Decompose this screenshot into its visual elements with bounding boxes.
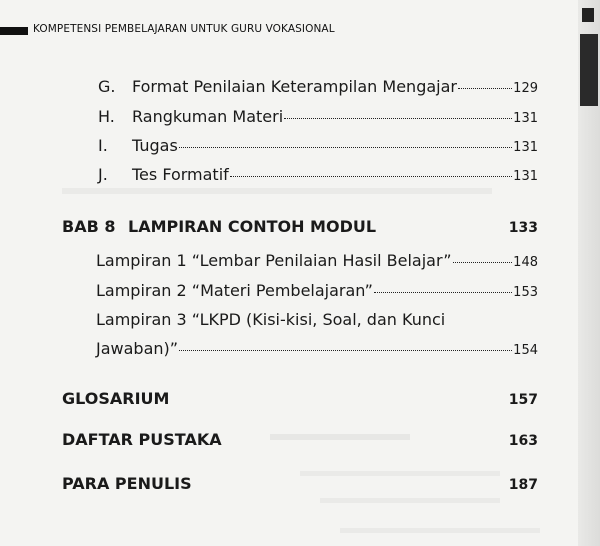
dot-leader [458, 88, 512, 89]
header-bar [0, 27, 28, 35]
edge-mark [582, 8, 594, 22]
chapter-heading[interactable] [62, 217, 538, 236]
toc-entry-title: Tes Formatif [132, 165, 229, 184]
toc-entry-letter: G. [98, 77, 116, 96]
toc-entry-label [98, 107, 283, 126]
show-through [340, 522, 540, 533]
glosarium-heading[interactable] [62, 389, 538, 408]
toc-entry-page: 153 [513, 285, 538, 300]
dot-leader [374, 292, 512, 293]
toc-entry-page: 131 [513, 140, 538, 155]
section-page: 157 [508, 392, 538, 408]
chapter-number: BAB 8 [62, 217, 116, 236]
daftar-pustaka-heading[interactable] [62, 430, 538, 449]
dot-leader [230, 176, 512, 177]
dot-leader [179, 147, 512, 148]
toc-entry-title: Lampiran 2 “Materi Pembelajaran” [96, 281, 373, 300]
edge-mark [580, 34, 598, 106]
toc-entry[interactable] [98, 165, 538, 184]
toc-entry-label [98, 136, 178, 155]
toc-entry[interactable] [98, 136, 538, 155]
toc-entry-title: Format Penilaian Keterampilan Mengajar [132, 77, 457, 96]
chapter-title: LAMPIRAN CONTOH MODUL [128, 217, 377, 236]
toc-entry-title: Lampiran 1 “Lembar Penilaian Hasil Belajar” [96, 251, 452, 270]
dot-leader [284, 118, 512, 119]
toc-entry[interactable] [96, 339, 538, 358]
toc-entry-page: 131 [513, 111, 538, 126]
toc-entry-title: Tugas [132, 136, 178, 155]
section-page: 187 [508, 477, 538, 493]
toc-entry-line1[interactable] [96, 310, 538, 329]
dot-leader [179, 350, 512, 351]
section-page: 163 [508, 433, 538, 449]
running-header: KOMPETENSI PEMBELAJARAN UNTUK GURU VOKASIONAL [33, 23, 335, 35]
chapter-page: 133 [508, 220, 538, 236]
para-penulis-heading[interactable] [62, 474, 538, 493]
toc-entry-label [98, 77, 457, 96]
toc-entry[interactable] [98, 107, 538, 126]
toc-entry-title: Lampiran 3 “LKPD (Kisi-kisi, Soal, dan Kunci [96, 310, 446, 329]
show-through [320, 492, 500, 503]
toc-entry[interactable] [96, 251, 538, 270]
toc-entry-letter: I. [98, 136, 108, 155]
section-title: DAFTAR PUSTAKA [62, 430, 222, 449]
toc-entry-label [98, 165, 229, 184]
toc-entry-page: 148 [513, 255, 538, 270]
toc-entry-title-cont: Jawaban)” [96, 339, 179, 358]
page-edge-binding [578, 0, 600, 546]
toc-entry-page: 131 [513, 169, 538, 184]
toc-entry-page: 129 [513, 81, 538, 96]
toc-entry-title: Rangkuman Materi [132, 107, 284, 126]
toc-entry-letter: J. [98, 165, 108, 184]
section-title: GLOSARIUM [62, 389, 170, 408]
toc-entry[interactable] [98, 77, 538, 96]
toc-entry-letter: H. [98, 107, 115, 126]
toc-entry-page: 154 [513, 343, 538, 358]
dot-leader [453, 262, 513, 263]
section-title: PARA PENULIS [62, 474, 192, 493]
toc-entry[interactable] [96, 281, 538, 300]
